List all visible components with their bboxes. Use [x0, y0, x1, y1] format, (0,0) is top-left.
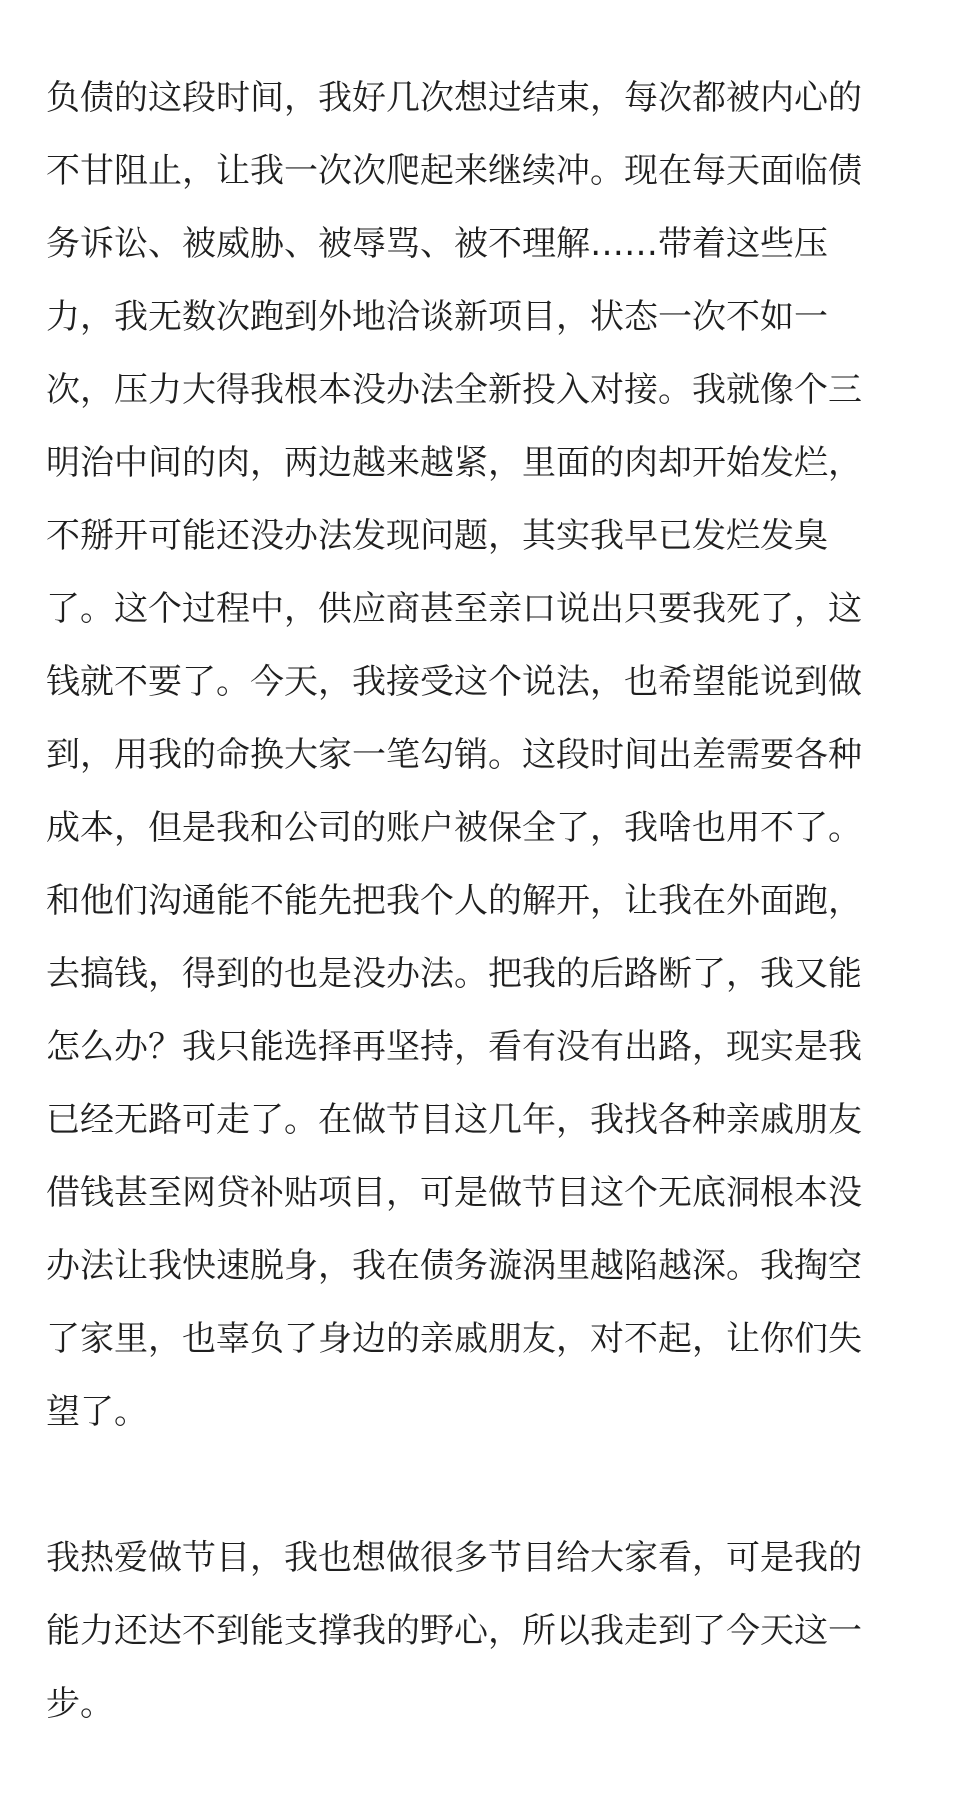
- paragraph-1: [46, 62, 914, 1449]
- text-line: 办法让我快速脱身，我在债务漩涡里越陷越深。我掏空: [46, 1246, 862, 1286]
- text-line: 负债的这段时间，我好几次想过结束，每次都被内心的: [46, 78, 862, 118]
- text-line: 明治中间的肉，两边越来越紧，里面的肉却开始发烂，: [46, 443, 862, 483]
- text-line: 借钱甚至网贷补贴项目，可是做节目这个无底洞根本没: [46, 1173, 862, 1213]
- text-line: 成本，但是我和公司的账户被保全了，我啥也用不了。: [46, 808, 862, 848]
- text-line: 能力还达不到能支撑我的野心，所以我走到了今天这一: [46, 1611, 862, 1651]
- text-line: 怎么办？我只能选择再坚持，看有没有出路，现实是我: [46, 1027, 862, 1067]
- text-line: 了家里，也辜负了身边的亲戚朋友，对不起，让你们失: [46, 1319, 862, 1359]
- paragraph-spacer: [46, 1449, 914, 1522]
- text-line: 钱就不要了。今天，我接受这个说法，也希望能说到做: [46, 662, 862, 702]
- text-line: 力，我无数次跑到外地洽谈新项目，状态一次不如一: [46, 297, 828, 337]
- text-line: 到，用我的命换大家一笔勾销。这段时间出差需要各种: [46, 735, 862, 775]
- text-line: 不掰开可能还没办法发现问题，其实我早已发烂发臭: [46, 516, 828, 556]
- text-line: 务诉讼、被威胁、被辱骂、被不理解……带着这些压: [46, 224, 828, 264]
- text-line: 不甘阻止，让我一次次爬起来继续冲。现在每天面临债: [46, 151, 862, 191]
- text-line: 次，压力大得我根本没办法全新投入对接。我就像个三: [46, 370, 862, 410]
- text-line: 步。: [46, 1684, 114, 1724]
- paragraph-2: [46, 1522, 914, 1741]
- text-line: 了。这个过程中，供应商甚至亲口说出只要我死了，这: [46, 589, 862, 629]
- text-line: 已经无路可走了。在做节目这几年，我找各种亲戚朋友: [46, 1100, 862, 1140]
- text-line: 去搞钱，得到的也是没办法。把我的后路断了，我又能: [46, 954, 862, 994]
- text-line: 和他们沟通能不能先把我个人的解开，让我在外面跑，: [46, 881, 862, 921]
- text-line: 望了。: [46, 1392, 148, 1432]
- article-body: [46, 62, 914, 1741]
- text-line: 我热爱做节目，我也想做很多节目给大家看，可是我的: [46, 1538, 862, 1578]
